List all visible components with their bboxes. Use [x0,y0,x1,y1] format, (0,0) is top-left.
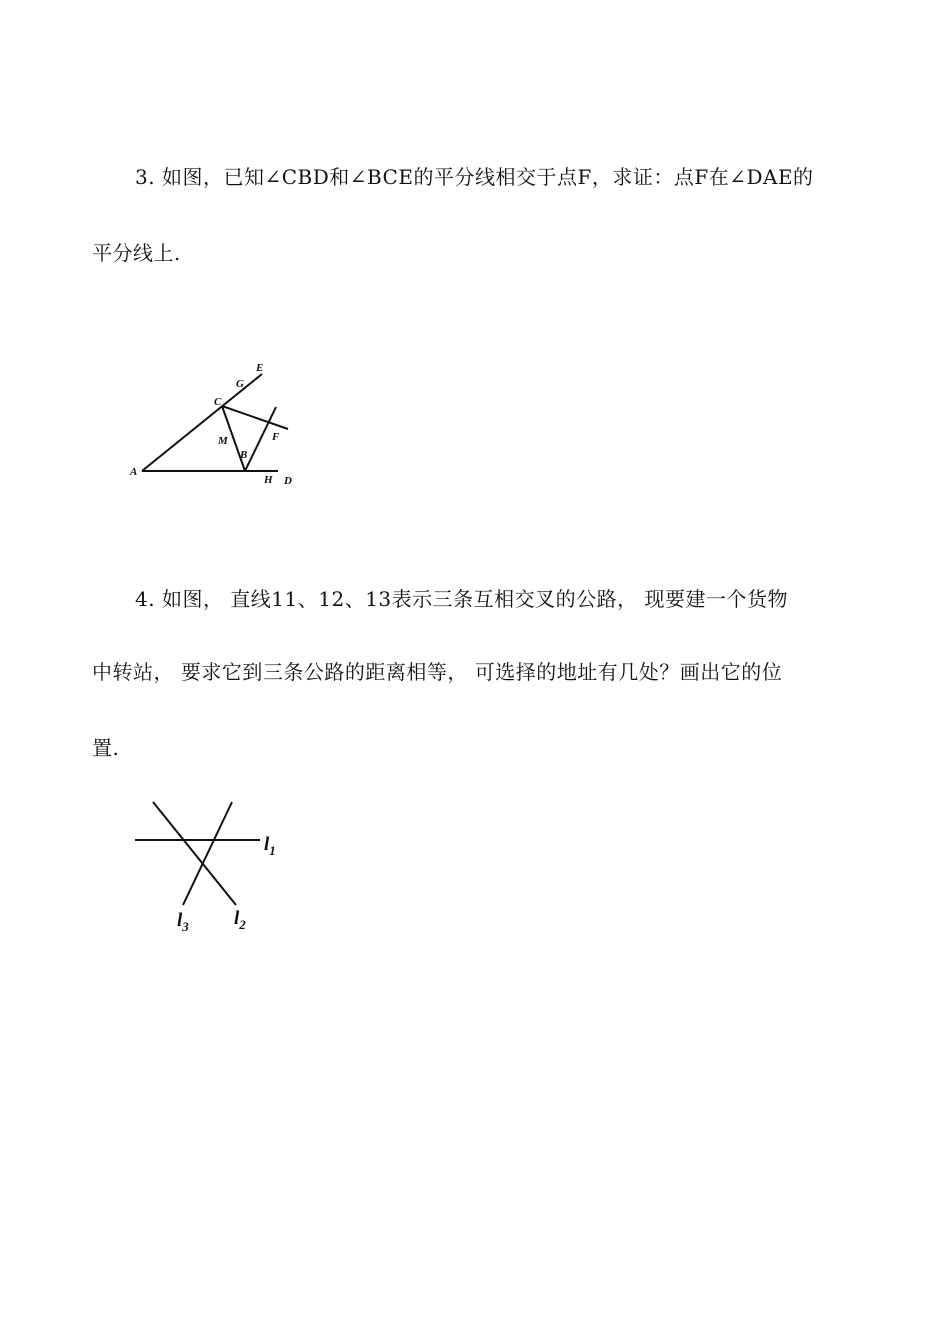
problem-3-figure [129,362,292,487]
label-l1-base: l [264,834,270,855]
label-E: E [256,362,264,374]
label-l1-sub: 1 [269,843,276,858]
ray-A-E [142,374,262,471]
bisector-from-B [245,407,276,471]
label-l3-base: l [177,910,183,931]
problem-3-text-line-2: 平分线上. [92,241,181,265]
segment-C-B [222,406,248,471]
label-l3 [177,910,189,934]
problem-3-text-line-1: 3. 如图，已知∠CBD和∠BCE的平分线相交于点F，求证：点F在∠DAE的 [135,165,814,189]
problem-4-text-line-2: 中转站， 要求它到三条公路的距离相等， 可选择的地址有几处？画出它的位 [92,660,783,684]
label-l2 [234,908,246,932]
label-G: G [236,378,244,390]
label-A: A [130,466,138,478]
label-l2-sub: 2 [239,917,246,932]
problem-4-text-line-3: 置. [92,736,120,760]
label-F: F [272,431,280,443]
line-l3 [183,802,232,905]
label-B: B [240,449,248,461]
label-l1 [264,834,276,858]
label-H: H [264,474,273,486]
label-D: D [284,475,292,487]
problem-4-text-line-1: 4. 如图， 直线11、12、13表示三条互相交叉的公路， 现要建一个货物 [135,587,789,611]
bisector-from-C [222,406,288,429]
label-M: M [218,435,228,447]
problem-4-figure [135,802,276,934]
label-C: C [214,396,222,408]
label-l2-base: l [234,908,240,929]
line-l2 [153,802,236,905]
label-l3-sub: 3 [182,919,189,934]
